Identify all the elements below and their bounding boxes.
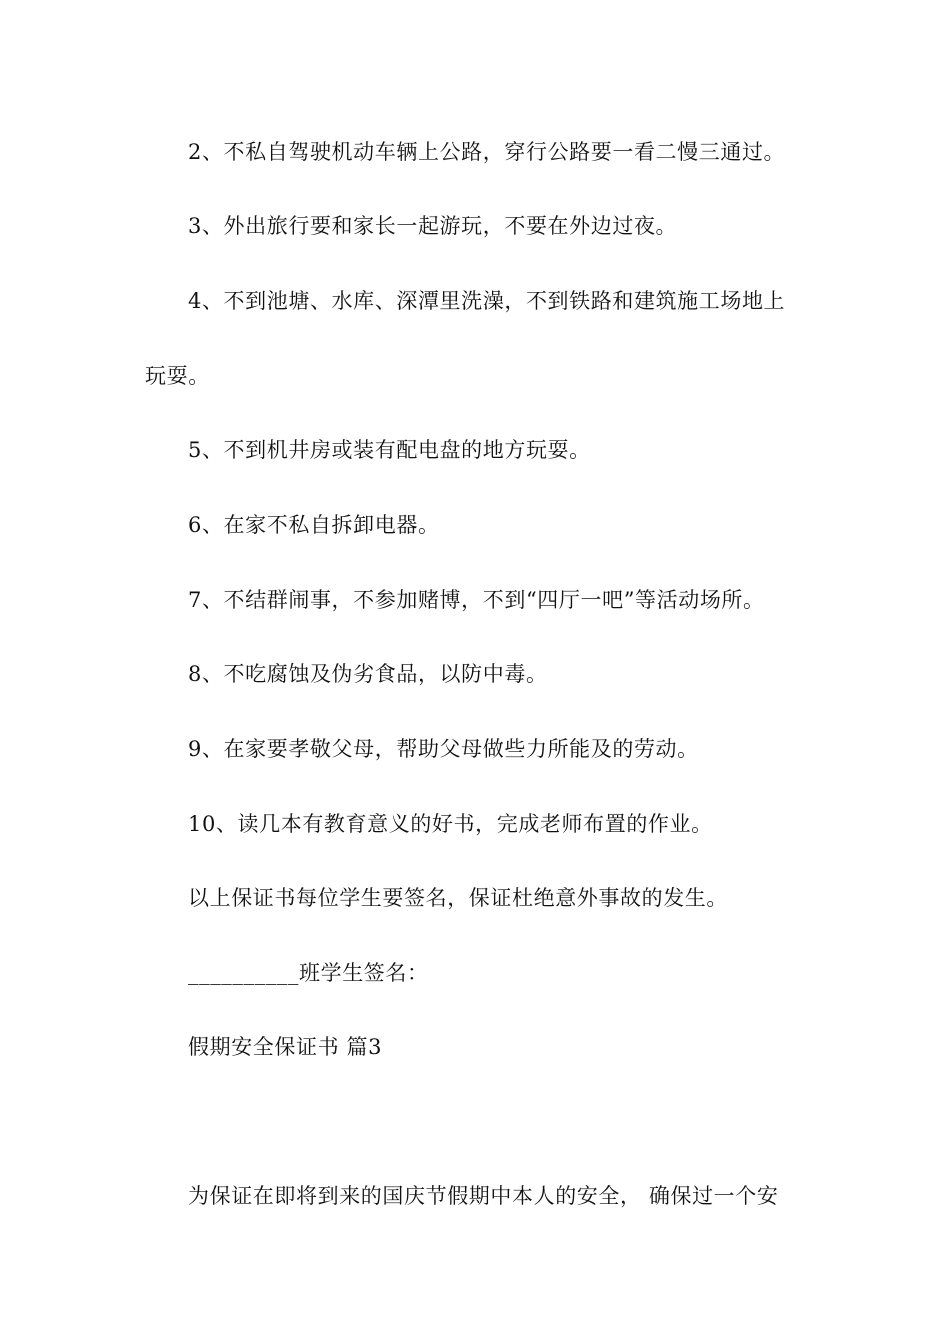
rule-item-5: 5、不到机井房或装有配电盘的地方玩耍。 [188,438,591,462]
rule-item-3: 3、外出旅行要和家长一起游玩，不要在外边过夜。 [188,214,678,238]
rule-item-4-continuation: 玩耍。 [145,364,210,388]
rule-item-2: 2、不私自驾驶机动车辆上公路，穿行公路要一看二慢三通过。 [188,140,786,164]
rule-item-7: 7、不结群闹事，不参加赌博，不到“四厅一吧”等活动场所。 [188,588,765,612]
rule-item-9: 9、在家要孝敬父母，帮助父母做些力所能及的劳动。 [188,737,699,761]
rule-item-6: 6、在家不私自拆卸电器。 [188,513,440,537]
closing-statement: 以上保证书每位学生要签名，保证杜绝意外事故的发生。 [188,886,728,910]
rule-item-4: 4、不到池塘、水库、深潭里洗澡，不到铁路和建筑施工场地上 [188,289,786,313]
rule-item-10: 10、读几本有教育意义的好书，完成老师布置的作业。 [188,812,713,836]
rule-item-8: 8、不吃腐蚀及伪劣食品，以防中毒。 [188,662,548,686]
paragraph-opening: 为保证在即将到来的国庆节假期中本人的安全， 确保过一个安 [188,1184,779,1208]
signature-line: __________班学生签名： [188,961,429,985]
section-title: 假期安全保证书 篇3 [188,1035,383,1059]
